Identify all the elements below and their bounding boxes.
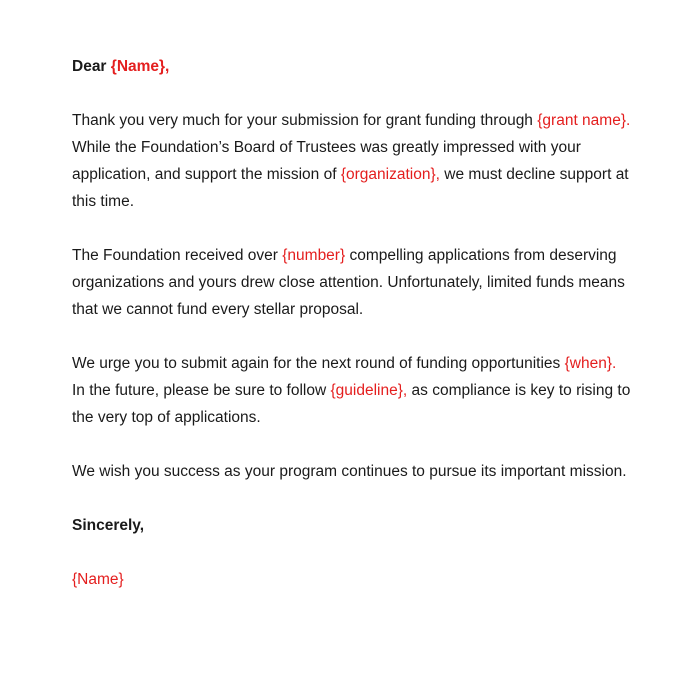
signature-name-placeholder: {Name} xyxy=(72,571,124,588)
greeting-line xyxy=(72,53,632,80)
paragraph1-text-1: Thank you very much for your submission for grant funding through xyxy=(72,112,538,129)
closing-line xyxy=(72,512,632,539)
grant-name-placeholder: {grant name}. xyxy=(537,112,631,129)
paragraph1-text-2: While the Foundation’s Board of Trustees was greatly impressed with your application, and support the mission of xyxy=(72,139,581,183)
paragraph3-text-1: We urge you to submit again for the next round of funding opportunities xyxy=(72,355,565,372)
paragraph3-text-2: In the future, please be sure to follow xyxy=(72,382,331,399)
closing-text: Sincerely, xyxy=(72,517,145,534)
paragraph2-text-2: compelling applications from deserving organizations and yours drew close attention. Unfortunately, limited funds means that we cannot fund every stellar proposal. xyxy=(72,247,625,318)
paragraph1-text-3: we must decline support at this time. xyxy=(72,166,629,210)
recipient-name-placeholder: {Name}, xyxy=(110,58,170,75)
paragraph4-text: We wish you success as your program continues to pursue its important mission. xyxy=(72,463,627,480)
when-placeholder: {when}. xyxy=(564,355,617,372)
paragraph2-text-1: The Foundation received over xyxy=(72,247,283,264)
signature-line xyxy=(72,566,632,593)
paragraph-applications xyxy=(72,242,632,323)
guideline-placeholder: {guideline}, xyxy=(330,382,408,399)
paragraph3-text-3: as compliance is key to rising to the very top of applications. xyxy=(72,382,631,426)
letter-body xyxy=(72,53,632,620)
number-placeholder: {number} xyxy=(282,247,346,264)
paragraph-grant-decline xyxy=(72,107,632,215)
greeting-prefix: Dear xyxy=(72,58,111,75)
paragraph-wish-success xyxy=(72,458,632,485)
organization-placeholder: {organization}, xyxy=(340,166,440,183)
paragraph-resubmit xyxy=(72,350,632,431)
